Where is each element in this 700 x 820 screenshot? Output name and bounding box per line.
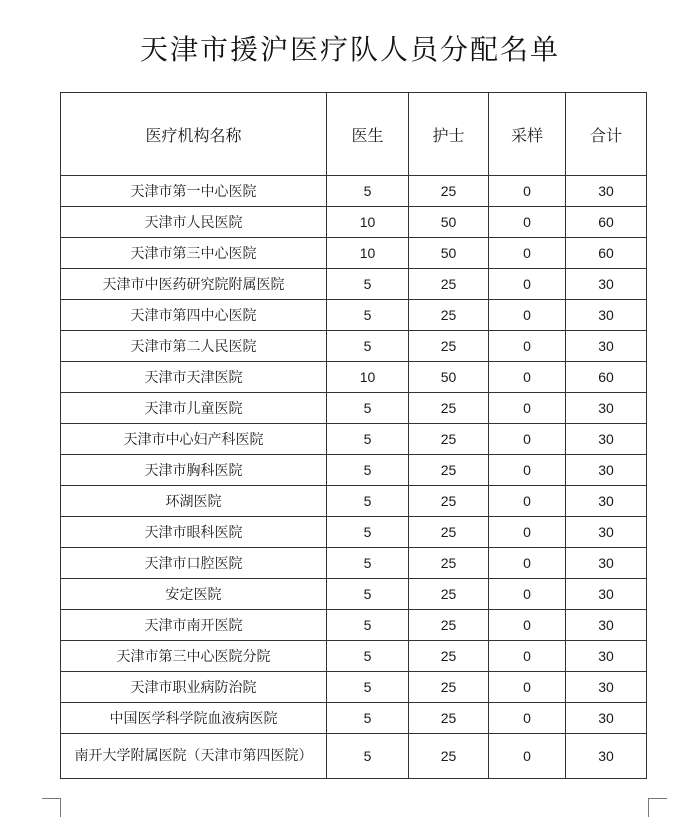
table-row — [61, 610, 647, 641]
total-cell: 30 — [566, 176, 647, 207]
table-row — [61, 486, 647, 517]
doctors-cell: 5 — [327, 269, 409, 300]
institution-name-cell: 天津市第三中心医院 — [61, 238, 327, 269]
institution-name-cell: 天津市中心妇产科医院 — [61, 424, 327, 455]
sampling-cell: 0 — [489, 393, 566, 424]
doctors-cell: 5 — [327, 703, 409, 734]
doctors-cell: 5 — [327, 641, 409, 672]
sampling-cell: 0 — [489, 176, 566, 207]
doctors-cell: 5 — [327, 455, 409, 486]
institution-name-cell: 天津市胸科医院 — [61, 455, 327, 486]
doctors-cell: 10 — [327, 207, 409, 238]
institution-name-cell: 天津市第三中心医院分院 — [61, 641, 327, 672]
nurses-cell: 25 — [409, 486, 489, 517]
doctors-cell: 10 — [327, 238, 409, 269]
institution-name-cell: 南开大学附属医院（天津市第四医院） — [61, 734, 327, 779]
page-corner-mark-right — [648, 798, 667, 817]
total-cell: 30 — [566, 641, 647, 672]
table-row — [61, 424, 647, 455]
total-cell: 30 — [566, 517, 647, 548]
institution-name-cell: 天津市职业病防治院 — [61, 672, 327, 703]
total-cell: 30 — [566, 393, 647, 424]
table-row — [61, 703, 647, 734]
nurses-cell: 25 — [409, 331, 489, 362]
nurses-cell: 25 — [409, 641, 489, 672]
table-row — [61, 362, 647, 393]
total-cell: 30 — [566, 455, 647, 486]
institution-name-cell: 天津市口腔医院 — [61, 548, 327, 579]
doctors-cell: 5 — [327, 579, 409, 610]
nurses-cell: 25 — [409, 300, 489, 331]
total-cell: 60 — [566, 238, 647, 269]
sampling-cell: 0 — [489, 517, 566, 548]
sampling-cell: 0 — [489, 486, 566, 517]
table-row — [61, 455, 647, 486]
nurses-cell: 25 — [409, 579, 489, 610]
institution-name-cell: 天津市第四中心医院 — [61, 300, 327, 331]
header-nurses: 护士 — [409, 93, 489, 176]
doctors-cell: 5 — [327, 176, 409, 207]
table-row — [61, 517, 647, 548]
total-cell: 30 — [566, 672, 647, 703]
table-row — [61, 176, 647, 207]
institution-name-cell: 天津市中医药研究院附属医院 — [61, 269, 327, 300]
total-cell: 30 — [566, 610, 647, 641]
table-row — [61, 269, 647, 300]
total-cell: 30 — [566, 548, 647, 579]
total-cell: 30 — [566, 424, 647, 455]
header-sampling: 采样 — [489, 93, 566, 176]
sampling-cell: 0 — [489, 331, 566, 362]
table-row — [61, 641, 647, 672]
allocation-table — [60, 92, 647, 779]
doctors-cell: 5 — [327, 517, 409, 548]
institution-name-cell: 安定医院 — [61, 579, 327, 610]
nurses-cell: 25 — [409, 610, 489, 641]
total-cell: 30 — [566, 486, 647, 517]
sampling-cell: 0 — [489, 269, 566, 300]
doctors-cell: 5 — [327, 548, 409, 579]
total-cell: 30 — [566, 734, 647, 779]
doctors-cell: 10 — [327, 362, 409, 393]
doctors-cell: 5 — [327, 331, 409, 362]
institution-name-cell: 天津市人民医院 — [61, 207, 327, 238]
institution-name-cell: 天津市南开医院 — [61, 610, 327, 641]
nurses-cell: 25 — [409, 269, 489, 300]
nurses-cell: 25 — [409, 455, 489, 486]
doctors-cell: 5 — [327, 300, 409, 331]
total-cell: 60 — [566, 207, 647, 238]
table-row — [61, 207, 647, 238]
institution-name-cell: 天津市第一中心医院 — [61, 176, 327, 207]
header-institution: 医疗机构名称 — [61, 93, 327, 176]
total-cell: 30 — [566, 703, 647, 734]
sampling-cell: 0 — [489, 207, 566, 238]
nurses-cell: 50 — [409, 362, 489, 393]
total-cell: 30 — [566, 331, 647, 362]
total-cell: 30 — [566, 300, 647, 331]
doctors-cell: 5 — [327, 424, 409, 455]
total-cell: 30 — [566, 579, 647, 610]
sampling-cell: 0 — [489, 734, 566, 779]
sampling-cell: 0 — [489, 672, 566, 703]
nurses-cell: 25 — [409, 393, 489, 424]
doctors-cell: 5 — [327, 672, 409, 703]
table-row — [61, 579, 647, 610]
institution-name-cell: 天津市第二人民医院 — [61, 331, 327, 362]
page-corner-mark-left — [42, 798, 61, 817]
doctors-cell: 5 — [327, 610, 409, 641]
table-body — [61, 176, 647, 779]
table-row — [61, 300, 647, 331]
nurses-cell: 50 — [409, 207, 489, 238]
sampling-cell: 0 — [489, 455, 566, 486]
institution-name-cell: 天津市天津医院 — [61, 362, 327, 393]
sampling-cell: 0 — [489, 362, 566, 393]
header-row — [61, 93, 647, 176]
table-row — [61, 734, 647, 779]
nurses-cell: 25 — [409, 734, 489, 779]
nurses-cell: 25 — [409, 672, 489, 703]
nurses-cell: 25 — [409, 517, 489, 548]
nurses-cell: 25 — [409, 703, 489, 734]
document-title: 天津市援沪医疗队人员分配名单 — [139, 33, 560, 66]
institution-name-cell: 天津市眼科医院 — [61, 517, 327, 548]
sampling-cell: 0 — [489, 641, 566, 672]
doctors-cell: 5 — [327, 486, 409, 517]
header-total: 合计 — [566, 93, 647, 176]
sampling-cell: 0 — [489, 548, 566, 579]
table-row — [61, 548, 647, 579]
table-row — [61, 393, 647, 424]
table-row — [61, 238, 647, 269]
sampling-cell: 0 — [489, 579, 566, 610]
table-row — [61, 672, 647, 703]
institution-name-cell: 天津市儿童医院 — [61, 393, 327, 424]
total-cell: 60 — [566, 362, 647, 393]
nurses-cell: 50 — [409, 238, 489, 269]
header-doctors: 医生 — [327, 93, 409, 176]
sampling-cell: 0 — [489, 238, 566, 269]
sampling-cell: 0 — [489, 300, 566, 331]
sampling-cell: 0 — [489, 703, 566, 734]
table-row — [61, 331, 647, 362]
doctors-cell: 5 — [327, 393, 409, 424]
nurses-cell: 25 — [409, 176, 489, 207]
sampling-cell: 0 — [489, 424, 566, 455]
doctors-cell: 5 — [327, 734, 409, 779]
sampling-cell: 0 — [489, 610, 566, 641]
nurses-cell: 25 — [409, 424, 489, 455]
institution-name-cell: 环湖医院 — [61, 486, 327, 517]
total-cell: 30 — [566, 269, 647, 300]
institution-name-cell: 中国医学科学院血液病医院 — [61, 703, 327, 734]
nurses-cell: 25 — [409, 548, 489, 579]
